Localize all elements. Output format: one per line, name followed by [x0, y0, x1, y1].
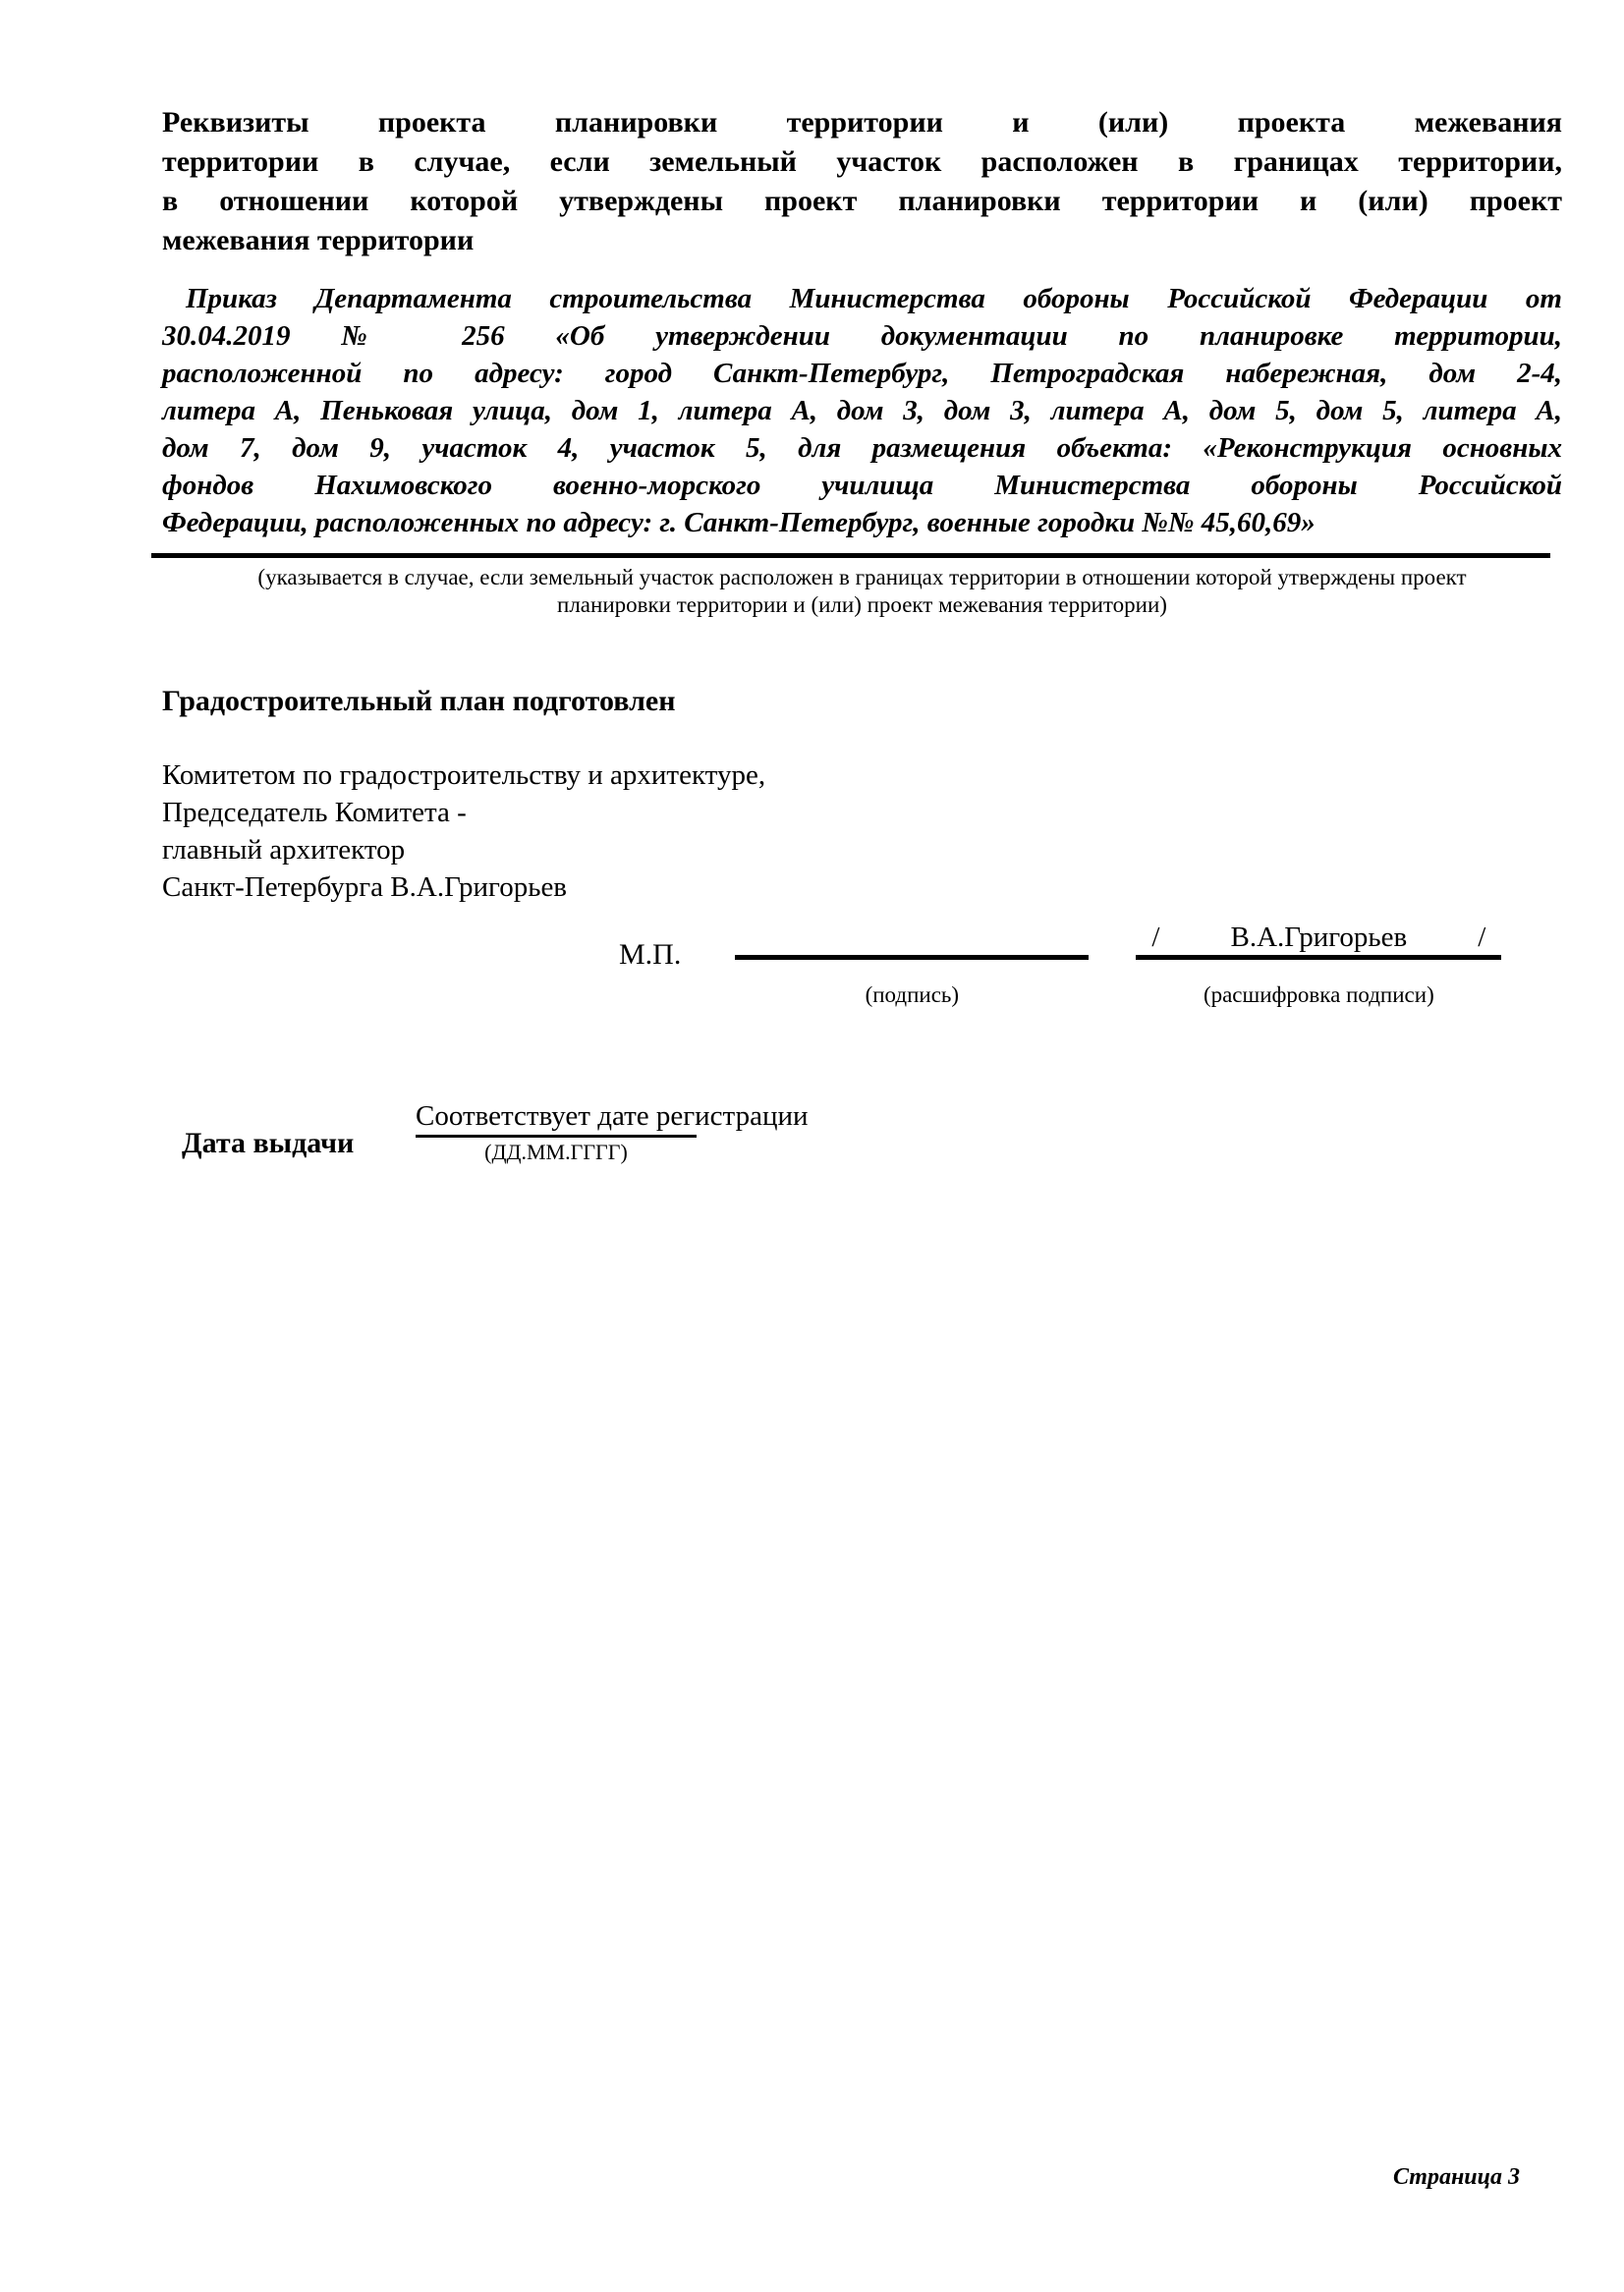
issue-date-field — [416, 1100, 809, 1165]
prepared-line: главный архитектор — [162, 834, 406, 866]
slash-right: / — [1478, 922, 1486, 953]
order-line: литера А, Пеньковая улица, дом 1, литера А, дом 3, дом 3, литера А, дом 5, дом 5, литера А, — [162, 395, 1562, 426]
order-line: Приказ Департамента строительства Министерства обороны Российской Федерации от — [186, 283, 1562, 314]
prepared-line: Санкт-Петербурга В.А.Григорьев — [162, 871, 568, 903]
requisites-heading-line: в отношении которой утверждены проект планировки территории и (или) проект — [162, 185, 1562, 217]
signature-name-value — [1136, 921, 1501, 960]
requisites-heading — [162, 103, 1562, 260]
signature-caption: (подпись) — [865, 982, 960, 1007]
seal-label: М.П. — [619, 938, 682, 971]
footnote-text: (указывается в случае, если земельный участок расположен в границах территории в отношении которой утверждены проект планировки территории и (или) проект межевания территории) — [257, 565, 1467, 617]
signature-field — [735, 916, 1089, 1008]
page-number: Страница 3 — [1392, 2164, 1520, 2190]
order-line: дом 7, дом 9, участок 4, участок 5, для размещения объекта: «Реконструкция основных — [162, 432, 1562, 464]
signature-name-caption: (расшифровка подписи) — [1203, 982, 1434, 1007]
page-content — [162, 0, 1562, 1165]
requisites-heading-line: территории в случае, если земельный участок расположен в границах территории, — [162, 145, 1562, 178]
separator-rule — [151, 553, 1550, 558]
issue-date-block — [162, 1100, 1562, 1165]
signature-block — [162, 916, 1562, 1008]
order-line: Федерации, расположенных по адресу: г. Санкт-Петербург, военные городки №№ 45,60,69» — [162, 507, 1316, 538]
order-line: фондов Нахимовского военно-морского училища Министерства обороны Российской — [162, 470, 1562, 501]
signature-name-field — [1136, 921, 1501, 1008]
order-line: 30.04.2019 № 256 «Об утверждении документации по планировке территории, — [162, 320, 1562, 352]
issue-date-value: Соответствует дате регистрации — [416, 1100, 697, 1138]
requisites-heading-line: межевания территории — [162, 224, 475, 256]
prepared-by-block — [162, 756, 1562, 906]
prepared-line: Председатель Комитета - — [162, 797, 467, 828]
slash-left: / — [1151, 922, 1160, 953]
issue-date-label: Дата выдачи — [182, 1127, 355, 1159]
prepared-line: Комитетом по градостроительству и архитектуре, — [162, 759, 766, 791]
order-line: расположенной по адресу: город Санкт-Петербург, Петроградская набережная, дом 2-4, — [162, 358, 1562, 389]
order-paragraph — [162, 280, 1562, 541]
issue-date-format-hint: (ДД.ММ.ГГГГ) — [484, 1140, 628, 1164]
requisites-heading-line: Реквизиты проекта планировки территории и (или) проекта межевания — [162, 106, 1562, 139]
signature-line — [735, 916, 1089, 960]
signature-name: В.А.Григорьев — [1230, 922, 1408, 953]
prepared-heading: Градостроительный план подготовлен — [162, 685, 676, 717]
